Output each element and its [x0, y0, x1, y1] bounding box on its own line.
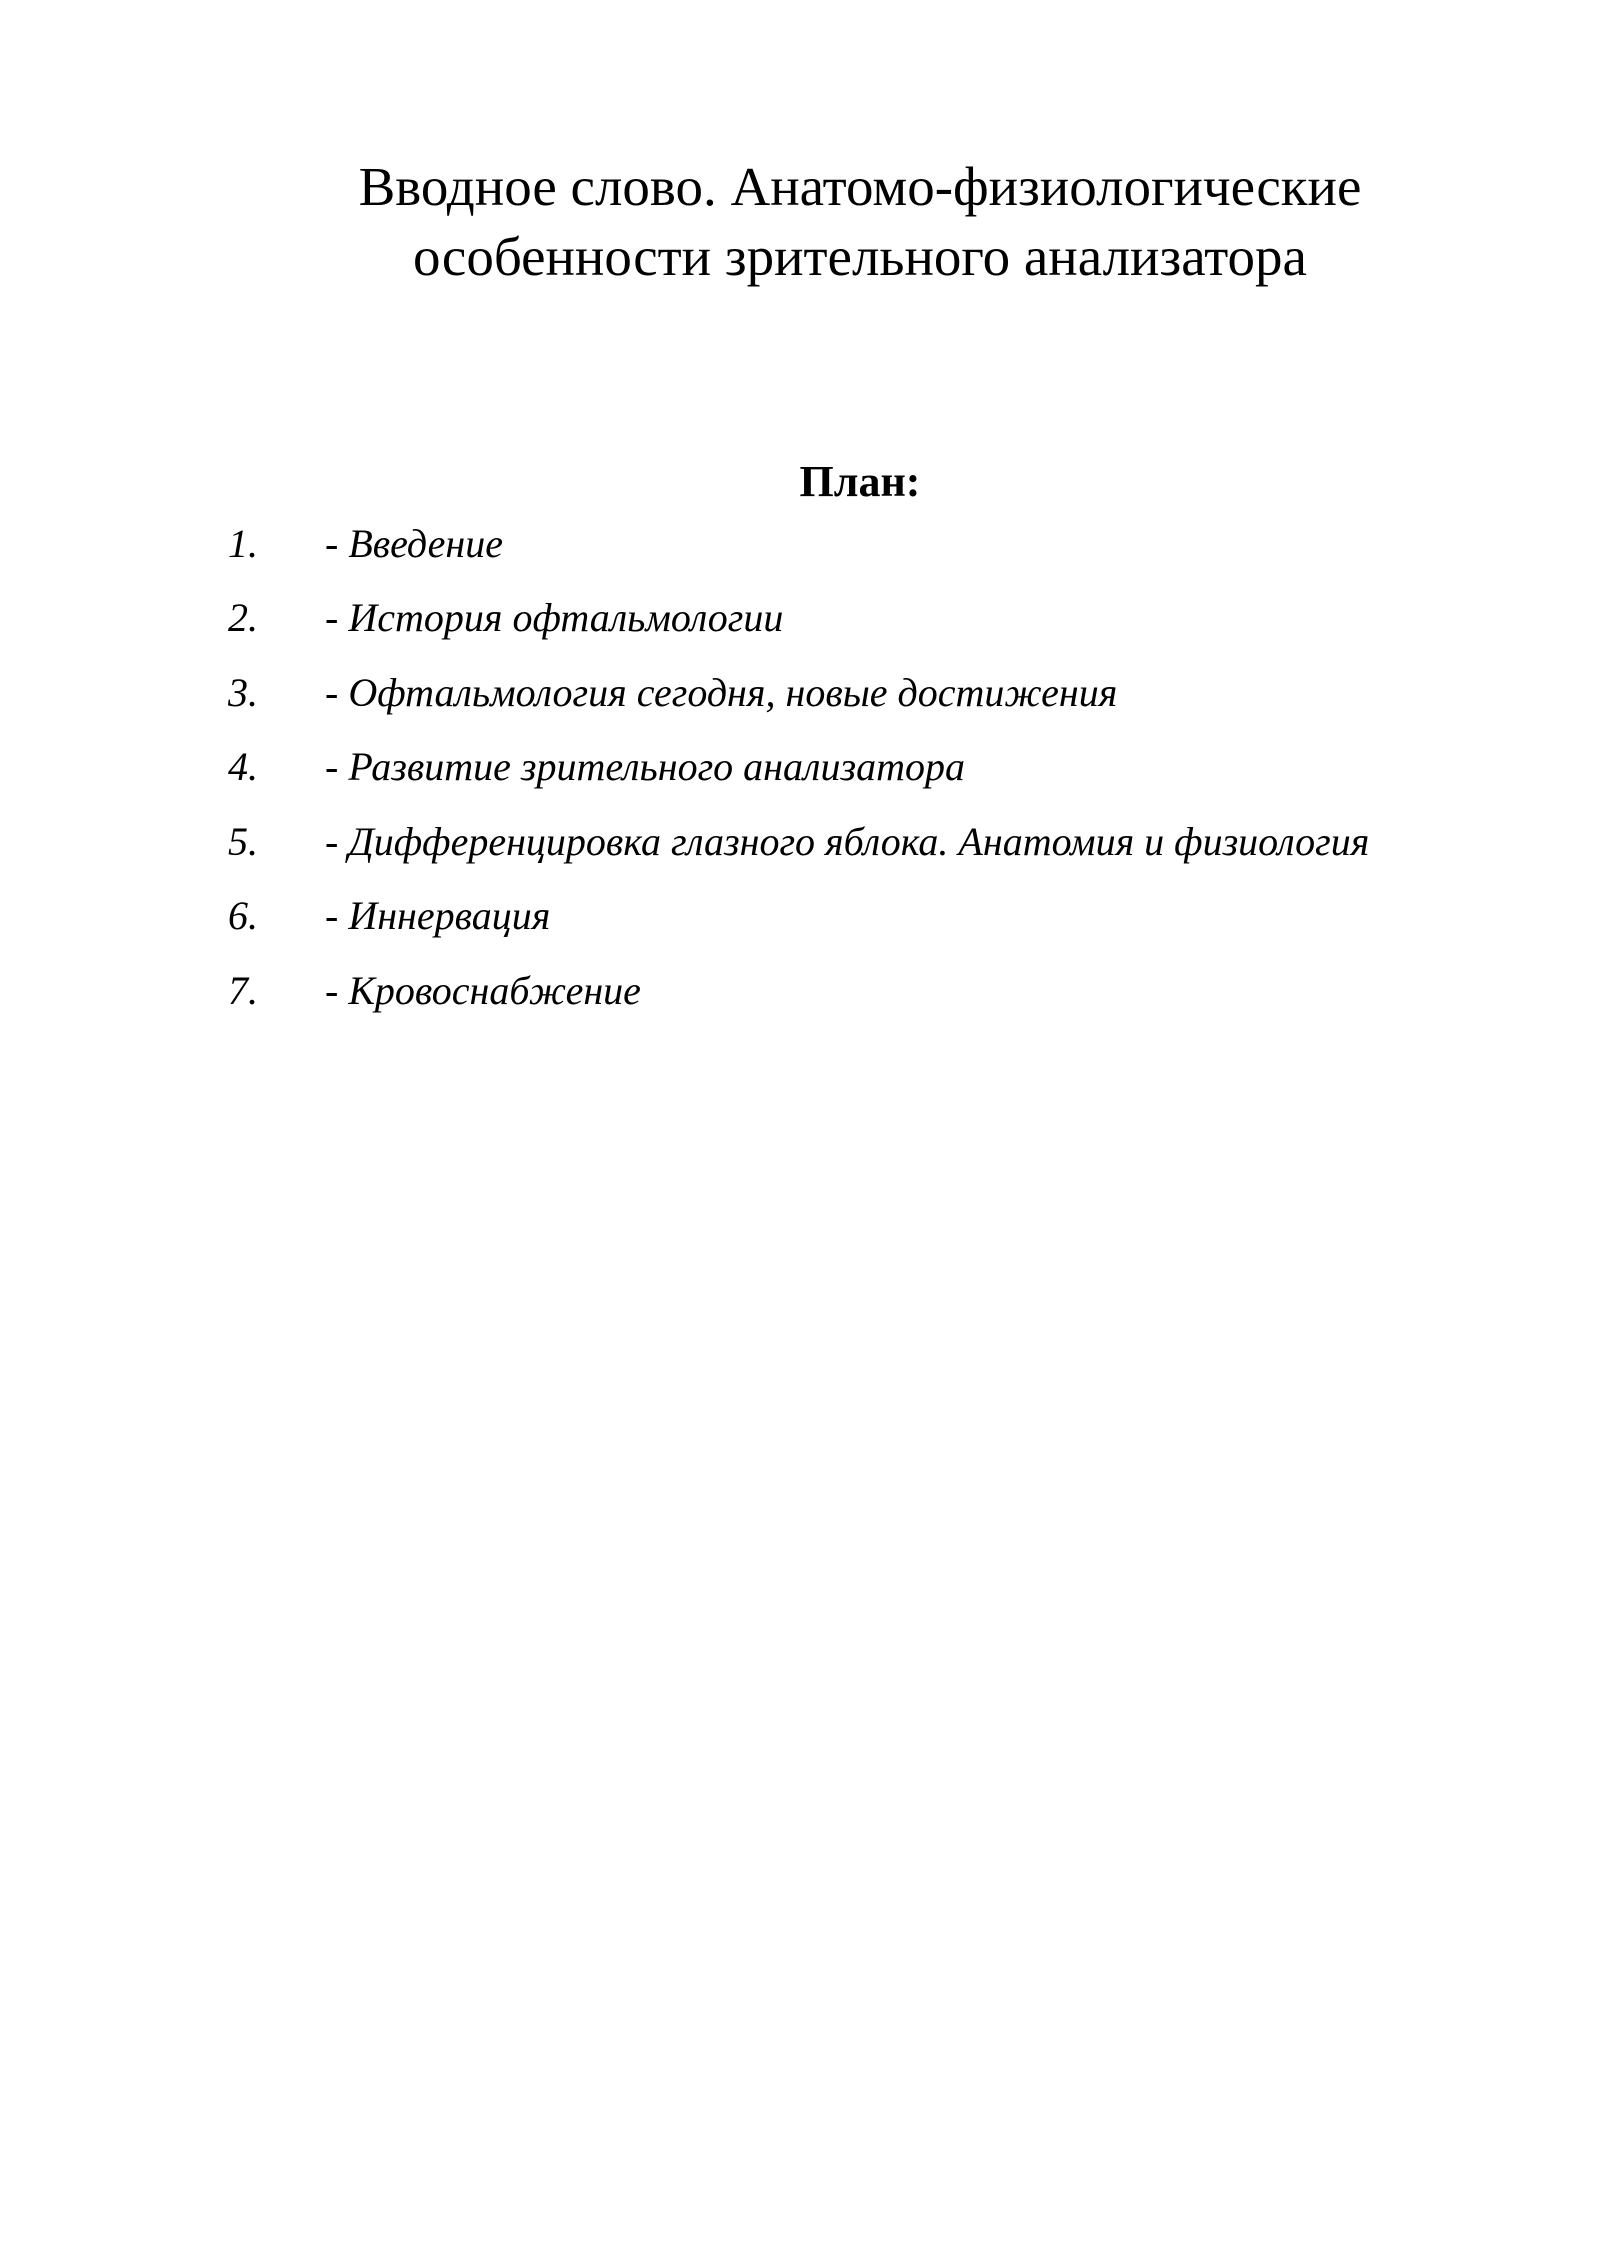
list-item [228, 506, 1528, 581]
list-item-number: 4. [228, 744, 258, 790]
list-item [228, 730, 1528, 805]
list-item-number: 6. [228, 893, 258, 939]
list-item-number: 3. [228, 669, 258, 715]
list-item-number: 2. [228, 595, 258, 641]
list-item-number: 7. [228, 967, 258, 1013]
plan-list [228, 506, 1528, 1028]
title-line-1: Вводное слово. Анатомо-физиологические [358, 156, 1362, 217]
list-item [228, 581, 1528, 656]
list-item-number: 5. [228, 818, 258, 864]
list-item-text: - Офтальмология сегодня, новые достижения [325, 669, 1118, 715]
list-item-text: - Введение [325, 520, 503, 566]
page-title [260, 152, 1460, 292]
list-item-number: 1. [228, 520, 258, 566]
list-item-text: - Иннервация [325, 893, 551, 939]
list-item-text: - Кровоснабжение [325, 967, 641, 1013]
list-item [228, 953, 1528, 1028]
list-item-text: - История офтальмологии [325, 595, 784, 641]
list-item-text: - Дифференцировка глазного яблока. Анатомия и физиология [325, 818, 1370, 864]
list-item-text: - Развитие зрительного анализатора [325, 744, 965, 790]
plan-heading: План: [799, 457, 921, 506]
list-item [228, 879, 1528, 954]
list-item [228, 655, 1528, 730]
title-line-2: особенности зрительного анализатора [413, 226, 1307, 287]
list-item [228, 804, 1528, 879]
